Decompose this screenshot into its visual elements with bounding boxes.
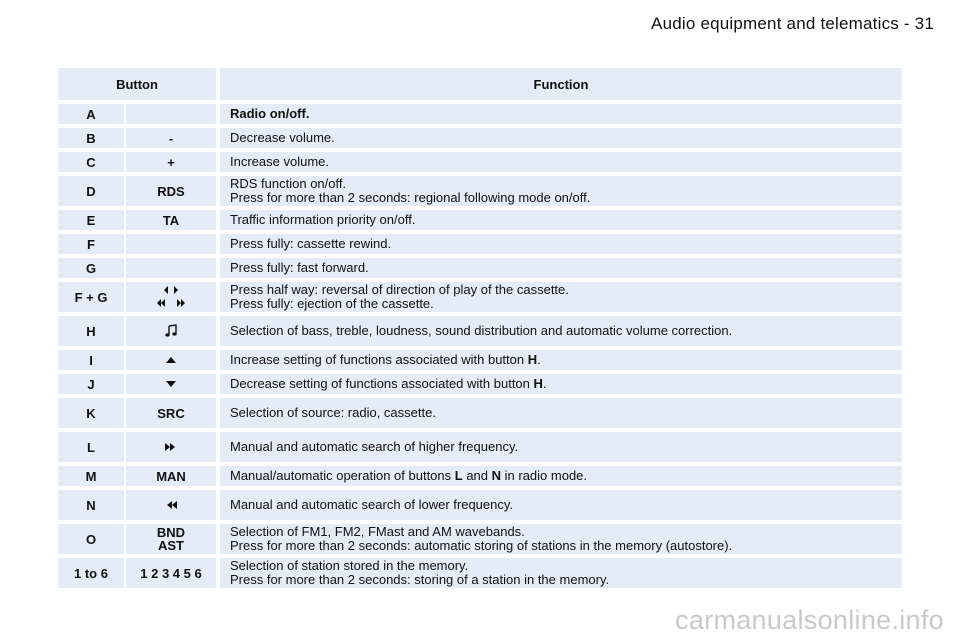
row-button: [126, 374, 216, 394]
row-function: [220, 282, 902, 312]
button-ref: H: [527, 352, 538, 367]
column-header-function: Function: [220, 68, 902, 100]
row-button: MAN: [126, 466, 216, 486]
row-key: I: [58, 350, 124, 370]
row-button: SRC: [126, 398, 216, 428]
row-key: D: [58, 176, 124, 206]
table-row: [58, 104, 902, 124]
row-function: Selection of source: radio, cassette.: [220, 398, 902, 428]
triangle-down-icon: [166, 380, 176, 388]
row-key: J: [58, 374, 124, 394]
function-text: in radio mode.: [501, 468, 588, 483]
row-key: G: [58, 258, 124, 278]
table-row: [58, 316, 902, 346]
row-key: F + G: [58, 282, 124, 312]
table-row: [58, 374, 902, 394]
triangle-up-icon: [166, 356, 176, 364]
row-button: [126, 316, 216, 346]
function-text: Increase setting of functions associated with button: [230, 352, 528, 367]
row-button: -: [126, 128, 216, 148]
button-label: BND: [156, 525, 186, 540]
row-button: TA: [126, 210, 216, 230]
table-row: [58, 524, 902, 554]
row-key: 1 to 6: [58, 558, 124, 588]
table-row: [58, 234, 902, 254]
row-function: Traffic information priority on/off.: [220, 210, 902, 230]
row-function: [220, 350, 902, 370]
table-row: [58, 128, 902, 148]
row-key: F: [58, 234, 124, 254]
column-header-button: Button: [58, 68, 216, 100]
row-function: Selection of bass, treble, loudness, sound distribution and automatic volume correction.: [220, 316, 902, 346]
row-button: [126, 234, 216, 254]
table-row: [58, 282, 902, 312]
row-key: O: [58, 524, 124, 554]
button-ref: N: [491, 468, 502, 483]
table-row: [58, 432, 902, 462]
button-ref: L: [454, 468, 463, 483]
row-button: +: [126, 152, 216, 172]
table-row: [58, 398, 902, 428]
row-button: RDS: [126, 176, 216, 206]
function-text: and: [462, 468, 492, 483]
row-key: A: [58, 104, 124, 124]
function-line: Selection of FM1, FM2, FMast and AM wavebands.: [230, 524, 525, 539]
table-row: [58, 466, 902, 486]
function-line: Press for more than 2 seconds: regional following mode on/off.: [230, 190, 591, 205]
table-row: [58, 176, 902, 206]
table-row: [58, 490, 902, 520]
row-function: [220, 466, 902, 486]
row-function: Radio on/off.: [220, 104, 902, 124]
row-key: H: [58, 316, 124, 346]
row-key: C: [58, 152, 124, 172]
fast-rewind-icon: [164, 500, 178, 510]
row-key: M: [58, 466, 124, 486]
row-button: [126, 524, 216, 554]
row-function: Manual and automatic search of higher frequency.: [220, 432, 902, 462]
row-button: [126, 104, 216, 124]
row-function: [220, 558, 902, 588]
function-text: Manual/automatic operation of buttons: [230, 468, 455, 483]
table-row: [58, 152, 902, 172]
row-function: [220, 374, 902, 394]
row-button: [126, 432, 216, 462]
row-function: [220, 524, 902, 554]
fast-forward-icon: [164, 442, 178, 452]
row-button: [126, 258, 216, 278]
row-function: Press fully: cassette rewind.: [220, 234, 902, 254]
row-function: Press fully: fast forward.: [220, 258, 902, 278]
button-function-table: [58, 68, 902, 588]
watermark: carmanualsonline.info: [675, 605, 944, 635]
function-text: Decrease setting of functions associated with button: [230, 376, 534, 391]
row-button: [126, 282, 216, 312]
table-header-row: [58, 68, 902, 100]
row-button: [126, 350, 216, 370]
function-text: .: [542, 376, 547, 391]
row-function: Increase volume.: [220, 152, 902, 172]
row-button: [126, 490, 216, 520]
function-line: RDS function on/off.: [230, 176, 347, 191]
function-line: Press half way: reversal of direction of play of the cassette.: [230, 282, 569, 297]
table-row: [58, 258, 902, 278]
row-key: L: [58, 432, 124, 462]
row-function: Manual and automatic search of lower frequency.: [220, 490, 902, 520]
function-text: .: [537, 352, 541, 367]
row-key: B: [58, 128, 124, 148]
table-row: [58, 558, 902, 588]
page-title: Audio equipment and telematics - 31: [651, 14, 934, 33]
table-row: [58, 350, 902, 370]
row-key: N: [58, 490, 124, 520]
button-label: AST: [158, 538, 184, 553]
music-note-icon: [164, 324, 178, 338]
row-button: 1 2 3 4 5 6: [126, 558, 216, 588]
row-key: E: [58, 210, 124, 230]
function-line: Press for more than 2 seconds: storing of a station in the memory.: [230, 572, 610, 587]
function-line: Press for more than 2 seconds: automatic storing of stations in the memory (autostore).: [230, 538, 733, 553]
left-right-arrows-icon: [154, 285, 188, 309]
table-row: [58, 210, 902, 230]
row-key: K: [58, 398, 124, 428]
function-line: Selection of station stored in the memory.: [230, 558, 469, 573]
function-line: Press fully: ejection of the cassette.: [230, 296, 434, 311]
row-function: Decrease volume.: [220, 128, 902, 148]
row-function: [220, 176, 902, 206]
button-ref: H: [533, 376, 543, 391]
